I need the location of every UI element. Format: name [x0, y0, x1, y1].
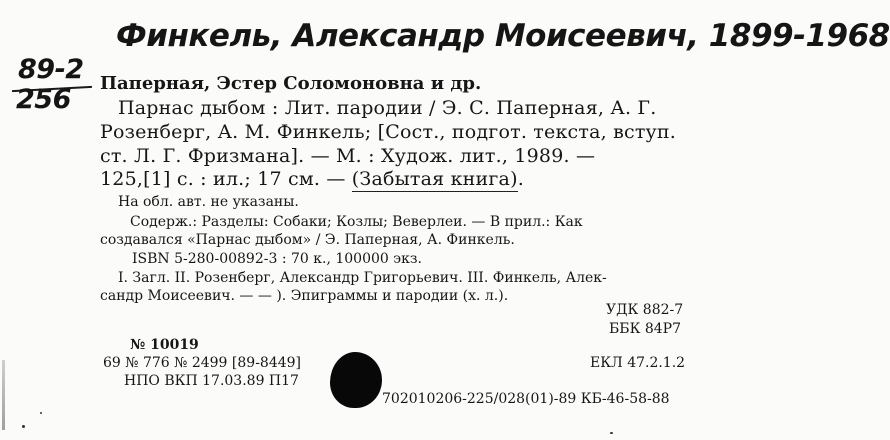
code-line: 702010206-225/028(01)-89 КБ-46-58-88 [382, 391, 670, 407]
speck [40, 412, 42, 414]
handwritten-shelfmark-top: 89-2 [18, 54, 84, 85]
record-line-4 [100, 168, 524, 190]
cover-note: На обл. авт. не указаны. [118, 194, 299, 210]
subjects-line-2: сандр Моисеевич. — — ). Эпиграммы и пародии (х. л.). [100, 288, 509, 304]
card-number: № 10019 [130, 337, 199, 353]
handwritten-shelfmark-bottom: 256 [16, 84, 71, 115]
record-heading: Паперная, Эстер Соломоновна и др. [100, 73, 482, 94]
subjects-line-1: I. Загл. II. Розенберг, Александр Григорьевич. III. Финкель, Алек- [118, 270, 607, 286]
speck [22, 425, 25, 428]
card-edge-shadow [2, 360, 5, 430]
isbn-line: ISBN 5-280-00892-3 : 70 к., 100000 экз. [132, 251, 422, 267]
series-period: . [517, 168, 524, 190]
extent-text: 125,[1] с. : ил.; 17 см. — [100, 168, 352, 190]
contents-line-1: Содерж.: Разделы: Собаки; Козлы; Веверлеи. — В прил.: Как [130, 214, 583, 230]
record-line-3: ст. Л. Г. Фризмана]. — М. : Худож. лит., 1989. — [100, 145, 596, 167]
ink-blot [330, 352, 382, 408]
speck [610, 432, 613, 434]
npo-line: НПО ВКП 17.03.89 П17 [124, 373, 299, 389]
order-line: 69 № 776 № 2499 [89-8449] [103, 355, 302, 371]
series-title: (Забытая книга) [351, 168, 518, 190]
bbk-code: ББК 84Р7 [609, 321, 682, 337]
ekl-code: ЕКЛ 47.2.1.2 [590, 355, 686, 371]
udk-code: УДК 882-7 [606, 302, 684, 318]
record-line-1: Парнас дыбом : Лит. пародии / Э. С. Паперная, А. Г. [118, 97, 657, 119]
record-line-2: Розенберг, А. М. Финкель; [Сост., подгот. текста, вступ. [100, 121, 677, 143]
contents-line-2: создавался «Парнас дыбом» / Э. Паперная, А. Финкель. [100, 232, 515, 248]
handwritten-author: Финкель, Александр Моисеевич, 1899-1968 [116, 18, 890, 54]
